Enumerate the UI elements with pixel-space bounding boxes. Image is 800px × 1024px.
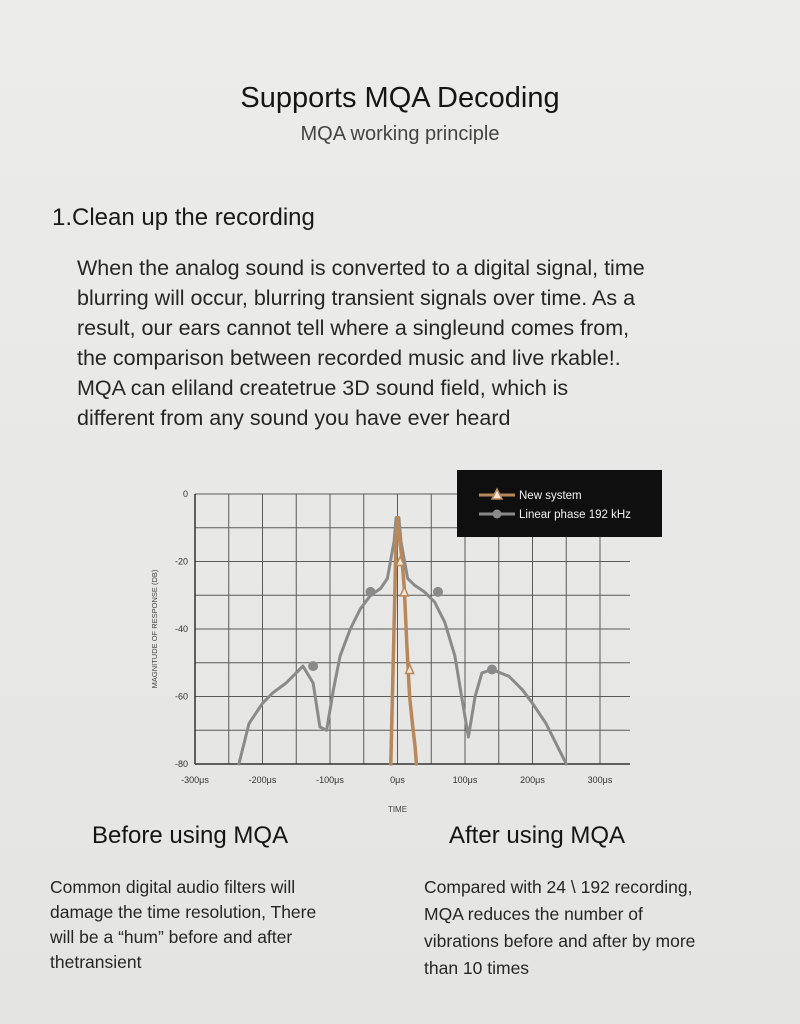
data-point-marker bbox=[433, 587, 443, 597]
body-line: When the analog sound is converted to a digital signal, time bbox=[77, 256, 645, 280]
before-line: Common digital audio filters will bbox=[50, 877, 296, 897]
x-tick-label: -300μs bbox=[181, 775, 209, 785]
body-line: result, our ears cannot tell where a singleund comes from, bbox=[77, 316, 630, 340]
data-point-marker bbox=[366, 587, 376, 597]
legend-label: New system bbox=[519, 490, 582, 502]
after-line: Compared with 24 \ 192 recording, bbox=[424, 877, 693, 897]
after-line: MQA reduces the number of bbox=[424, 904, 643, 924]
before-line: thetransient bbox=[50, 952, 142, 972]
before-title: Before using MQA bbox=[92, 822, 289, 849]
body-line: different from any sound you have ever heard bbox=[77, 406, 511, 430]
legend-marker-circle bbox=[493, 510, 502, 519]
x-tick-label: 200μs bbox=[520, 775, 545, 785]
data-point-marker bbox=[400, 587, 408, 596]
y-axis-label: MAGNITUDE OF RESPONSE (DB) bbox=[150, 569, 159, 689]
legend-label: Linear phase 192 kHz bbox=[519, 509, 631, 521]
before-line: damage the time resolution, There bbox=[50, 902, 317, 922]
x-tick-label: 0μs bbox=[390, 775, 405, 785]
y-tick-label: -80 bbox=[174, 759, 188, 769]
y-tick-label: 0 bbox=[182, 489, 188, 499]
y-tick-label: -20 bbox=[174, 556, 188, 567]
body-line: MQA can eliland createtrue 3D sound field, which is bbox=[77, 376, 569, 400]
legend-box bbox=[457, 470, 662, 537]
x-tick-label: 100μs bbox=[452, 775, 478, 785]
x-tick-label: -200μs bbox=[248, 775, 277, 785]
impulse-response-chart bbox=[130, 462, 670, 822]
before-line: will be a “hum” before and after bbox=[50, 927, 293, 947]
after-line: vibrations before and after by more bbox=[424, 931, 696, 951]
section-body bbox=[77, 253, 767, 433]
page-title: Supports MQA Decoding bbox=[240, 82, 560, 114]
before-description bbox=[50, 875, 316, 975]
data-point-marker bbox=[487, 665, 497, 675]
x-tick-label: 300μs bbox=[587, 775, 613, 785]
chart-series bbox=[239, 518, 566, 764]
body-line: blurring will occur, blurring transient signals over time. As a bbox=[77, 286, 636, 310]
data-point-marker bbox=[308, 661, 318, 671]
section-heading: 1.Clean up the recording bbox=[52, 204, 315, 231]
after-description bbox=[424, 874, 695, 982]
x-axis-label: TIME bbox=[387, 805, 408, 814]
after-title: After using MQA bbox=[449, 822, 626, 849]
page-subtitle: MQA working principle bbox=[300, 123, 500, 145]
y-tick-label: -60 bbox=[174, 691, 188, 702]
x-tick-label: -100μs bbox=[316, 775, 344, 785]
y-tick-label: -40 bbox=[174, 624, 188, 634]
body-line: the comparison between recorded music and live rkable!. bbox=[77, 346, 621, 370]
after-line: than 10 times bbox=[424, 958, 530, 978]
chart-legend bbox=[457, 470, 662, 537]
